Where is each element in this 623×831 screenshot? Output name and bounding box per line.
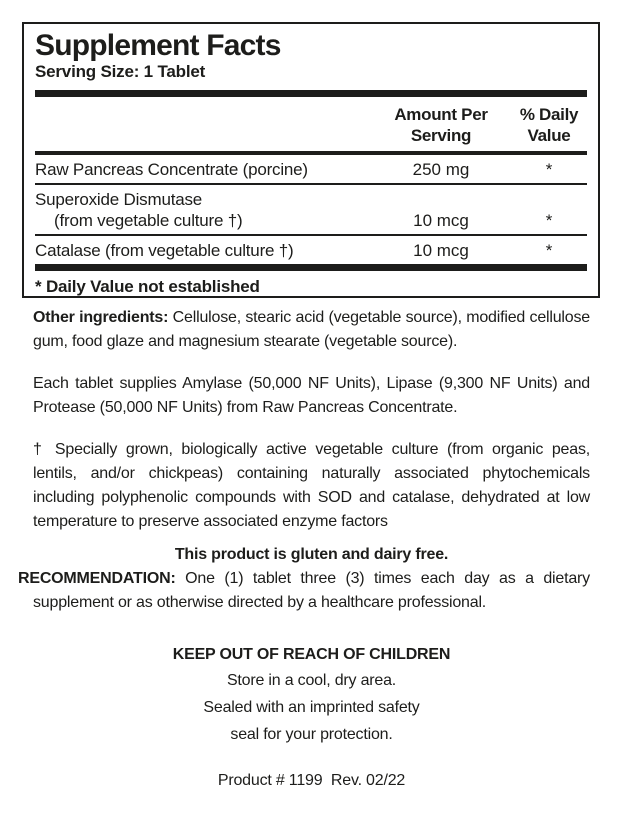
dagger-footnote-paragraph: † Specially grown, biologically active vegetable culture (from organic peas, lentils, and/or chickpeas) containing naturally associated phytochemicals including polyphenolic compounds with SOD and catalase, dehydrated at low temperature to preserve associated enzyme factors (33, 441, 590, 530)
table-row (35, 155, 587, 183)
ingredient-name: Raw Pancreas Concentrate (porcine) (35, 160, 308, 179)
panel-title: Supplement Facts (35, 29, 281, 62)
other-ingredients-text: Cellulose, stearic acid (vegetable source), modified cellulose gum, food glaze and magnesium stearate (vegetable source). (33, 309, 590, 350)
divider-thick-bottom (35, 264, 587, 271)
ingredient-name: Superoxide Dismutase (from vegetable culture †) (35, 190, 243, 230)
recommendation-label: RECOMMENDATION: (18, 570, 176, 587)
gluten-dairy-free-line: This product is gluten and dairy free. (174, 546, 449, 563)
other-ingredients-paragraph (33, 306, 590, 354)
recommendation-paragraph (18, 567, 590, 615)
storage-line: Sealed with an imprinted safety (203, 699, 420, 716)
table-row (35, 236, 587, 264)
supplement-facts-panel (22, 22, 600, 298)
header-percent-daily-value: % Daily Value (519, 105, 579, 145)
ingredient-dv: * (545, 211, 553, 230)
table-header-row (35, 97, 587, 146)
label-body (18, 306, 590, 793)
divider-thick-top (35, 90, 587, 97)
daily-value-footnote: * Daily Value not established (35, 277, 260, 296)
ingredient-name: Catalase (from vegetable culture †) (35, 241, 294, 260)
storage-line: seal for your protection. (230, 726, 393, 743)
ingredient-amount: 250 mg (412, 160, 470, 179)
header-amount-per-serving: Amount Per Serving (394, 105, 488, 145)
serving-size-line: Serving Size: 1 Tablet (35, 62, 206, 81)
product-number-line: Product # 1199 Rev. 02/22 (217, 772, 406, 789)
ingredient-amount: 10 mcg (413, 241, 469, 260)
storage-instructions (33, 667, 590, 748)
keep-out-of-reach-line: KEEP OUT OF REACH OF CHILDREN (172, 646, 451, 663)
ingredient-dv: * (545, 241, 553, 260)
ingredient-amount: 10 mcg (413, 211, 469, 230)
table-row (35, 185, 587, 234)
recommendation-text: One (1) tablet three (3) times each day as a dietary supplement or as otherwise directed by a healthcare professional. (33, 570, 590, 611)
ingredient-dv: * (545, 160, 553, 179)
header-spacer (35, 104, 371, 146)
storage-line: Store in a cool, dry area. (226, 672, 397, 689)
enzyme-supplies-paragraph: Each tablet supplies Amylase (50,000 NF Units), Lipase (9,300 NF Units) and Protease (50,000 NF Units) from Raw Pancreas Concentrate. (33, 375, 590, 416)
other-ingredients-label: Other ingredients: (33, 309, 169, 326)
